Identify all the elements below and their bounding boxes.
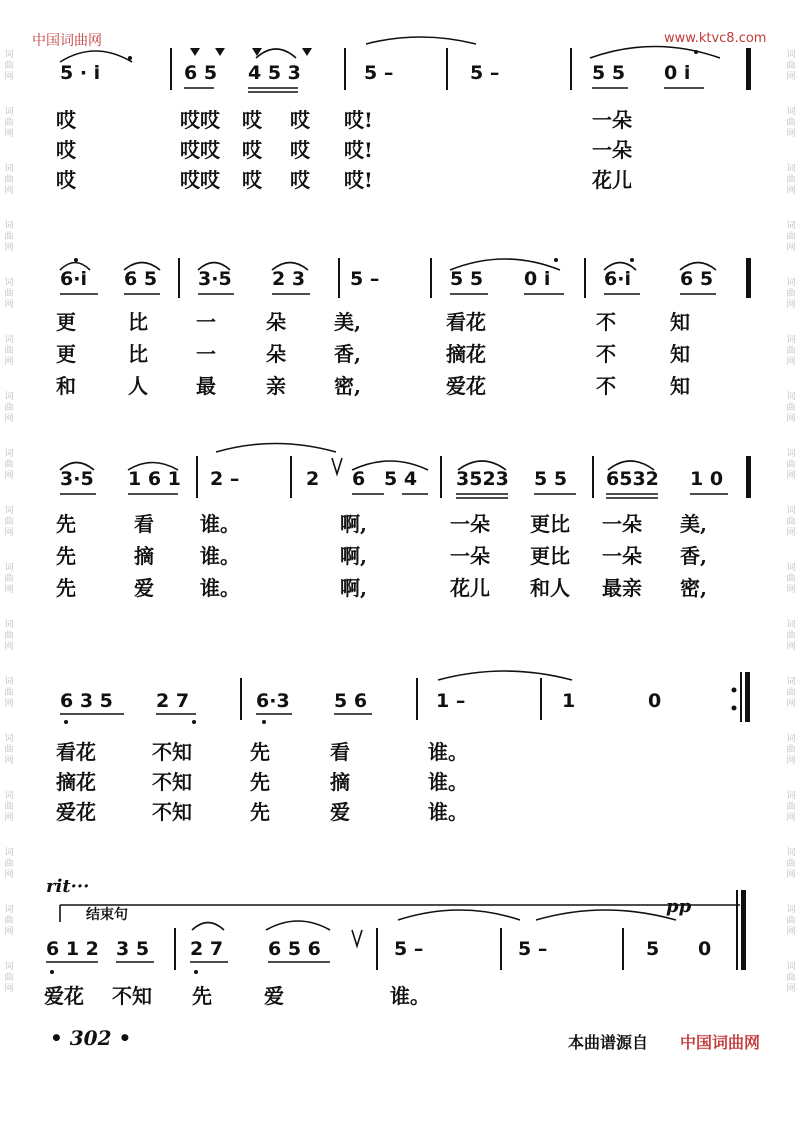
lyric: 不 (596, 310, 616, 334)
note-group: 6 3 5 (60, 690, 113, 712)
note-group: 3·5 (198, 268, 232, 290)
note-group: 3 5 (116, 938, 150, 960)
lyric: 更 (56, 342, 76, 366)
lyric: 哎哎 (180, 138, 220, 162)
note-group: 6·i (60, 268, 87, 290)
lyric: 哎 (290, 108, 310, 132)
lyric: 知 (670, 342, 690, 366)
lyric: 更 (56, 310, 76, 334)
lyric: 一朵 (602, 544, 642, 568)
bar-line (584, 258, 586, 298)
source-label: 本曲谱源自 (568, 1033, 649, 1052)
lyric: 最亲 (602, 576, 642, 600)
lyric: 朵 (266, 342, 286, 366)
side-watermark-glyphs: 词 曲 网 (786, 677, 796, 709)
lyric: 摘花 (446, 342, 486, 366)
bar-line (344, 48, 346, 90)
lyric: 密, (680, 576, 707, 600)
lyric: 更比 (530, 512, 570, 536)
lyric: 爱 (330, 800, 350, 824)
lyric: 谁。 (200, 512, 240, 536)
lyric: 一 (196, 342, 216, 366)
bar-line (440, 456, 442, 498)
repeat-bar-line (745, 672, 750, 722)
lyric: 美, (680, 512, 707, 536)
lyric: 先 (250, 740, 270, 764)
bar-line (170, 48, 172, 90)
lyric: 最 (196, 374, 216, 398)
note-group: 6·i (604, 268, 631, 290)
lyric: 哎 (56, 168, 76, 192)
side-watermark-glyphs: 词 曲 网 (786, 335, 796, 367)
note-group: 6 5 (124, 268, 158, 290)
lyric: 先 (56, 576, 76, 600)
note-group: 5 – (470, 62, 500, 84)
side-watermark-glyphs: 词 曲 网 (4, 278, 14, 310)
bar-line (174, 928, 176, 970)
lyric: 爱 (134, 576, 154, 600)
side-watermark-glyphs: 词 曲 网 (4, 962, 14, 994)
lyric: 一朵 (592, 138, 632, 162)
note-group: 5 4 (384, 468, 418, 490)
side-watermark-glyphs: 词 曲 网 (4, 164, 14, 196)
bar-line (178, 258, 180, 298)
side-watermark-glyphs: 词 曲 网 (786, 734, 796, 766)
final-bar-line (741, 890, 746, 970)
lyric: 看花 (446, 310, 486, 334)
note-group: 1 6 1 (128, 468, 181, 490)
lyric: 先 (192, 984, 212, 1008)
lyric: 看 (330, 740, 350, 764)
bar-line (622, 928, 624, 970)
side-watermark-glyphs: 词 曲 网 (4, 449, 14, 481)
note-group: 6 5 (184, 62, 218, 84)
lyric: 哎 (242, 108, 262, 132)
lyric: 爱花 (446, 374, 486, 398)
lyric: 朵 (266, 310, 286, 334)
side-watermark-glyphs: 词 曲 网 (4, 563, 14, 595)
note-group: 5 – (518, 938, 548, 960)
note-group: 3·5 (60, 468, 94, 490)
side-watermark-glyphs: 词 曲 网 (4, 50, 14, 82)
lyric: 一朵 (602, 512, 642, 536)
note-group: 2 – (210, 468, 240, 490)
side-watermark-glyphs: 词 曲 网 (4, 392, 14, 424)
tempo-mark: rit··· (46, 876, 90, 897)
note-group: 2 7 (156, 690, 190, 712)
side-watermark-glyphs: 词 曲 网 (786, 278, 796, 310)
bar-line (430, 258, 432, 298)
lyric: 摘花 (56, 770, 96, 794)
side-watermark-glyphs: 词 曲 网 (4, 791, 14, 823)
side-watermark-glyphs: 词 曲 网 (4, 107, 14, 139)
lyric: 哎哎 (180, 168, 220, 192)
note-group: 4 5 3 (248, 62, 301, 84)
lyric: 不 (596, 342, 616, 366)
site-name-watermark: 中国词曲网 (32, 33, 102, 49)
lyric: 不知 (112, 984, 152, 1008)
note-group: 6 (352, 468, 366, 490)
lyric: 哎 (56, 108, 76, 132)
note-group: 5 5 (592, 62, 626, 84)
lyric: 谁。 (200, 576, 240, 600)
side-watermark-glyphs: 词 曲 网 (786, 848, 796, 880)
side-watermark-glyphs: 词 曲 网 (4, 620, 14, 652)
note-group: 6532 (606, 468, 659, 490)
lyric: 美, (334, 310, 361, 334)
lyric: 不 (596, 374, 616, 398)
bar-line (746, 456, 751, 498)
bar-line (746, 48, 751, 90)
bar-line (376, 928, 378, 970)
lyric: 看 (134, 512, 154, 536)
lyric: 哎 (290, 138, 310, 162)
lyric: 一 (196, 310, 216, 334)
note-group: 1 (562, 690, 576, 712)
bar-line (240, 678, 242, 720)
side-watermark-glyphs: 词 曲 网 (786, 905, 796, 937)
side-watermark-glyphs: 词 曲 网 (4, 848, 14, 880)
note-group: 2 (306, 468, 320, 490)
side-watermark-glyphs: 词 曲 网 (786, 506, 796, 538)
bar-line (540, 678, 542, 720)
note-group: 1 – (436, 690, 466, 712)
lyric: 啊, (340, 512, 367, 536)
note-group: 5 (646, 938, 660, 960)
lyric: 亲 (266, 374, 286, 398)
side-watermark-glyphs: 词 曲 网 (4, 677, 14, 709)
side-watermark-glyphs: 词 曲 网 (786, 50, 796, 82)
side-watermark-glyphs: 词 曲 网 (786, 221, 796, 253)
side-watermark-glyphs: 词 曲 网 (4, 506, 14, 538)
repeat-bar-line (740, 672, 742, 722)
lyric: 一朵 (450, 544, 490, 568)
lyric: 不知 (152, 740, 192, 764)
lyric: 和人 (530, 576, 570, 600)
lyric: 哎 (242, 138, 262, 162)
note-group: 1 0 (690, 468, 724, 490)
lyric: 爱 (264, 984, 284, 1008)
note-group: 5 · i (60, 62, 101, 84)
note-group: 6 5 (680, 268, 714, 290)
lyric: 哎! (344, 138, 373, 162)
note-group: 5 – (350, 268, 380, 290)
bar-line (290, 456, 292, 498)
lyric: 不知 (152, 770, 192, 794)
lyric: 花儿 (592, 168, 632, 192)
side-watermark-glyphs: 词 曲 网 (786, 164, 796, 196)
lyric: 哎 (242, 168, 262, 192)
lyric: 谁。 (390, 984, 430, 1008)
note-group: 5 – (364, 62, 394, 84)
note-group: 0 (648, 690, 662, 712)
side-watermark-glyphs: 词 曲 网 (786, 449, 796, 481)
lyric: 哎 (290, 168, 310, 192)
lyric: 谁。 (428, 740, 468, 764)
side-watermark-glyphs: 词 曲 网 (786, 620, 796, 652)
bar-line (746, 258, 751, 298)
lyric: 啊, (340, 544, 367, 568)
final-bar-line (736, 890, 738, 970)
bar-line (570, 48, 572, 90)
lyric: 爱花 (44, 984, 84, 1008)
lyric: 谁。 (200, 544, 240, 568)
lyric: 不知 (152, 800, 192, 824)
lyric: 摘 (134, 544, 154, 568)
side-watermark-glyphs: 词 曲 网 (786, 107, 796, 139)
note-group: 5 – (394, 938, 424, 960)
bar-line (446, 48, 448, 90)
lyric: 密, (334, 374, 361, 398)
lyric: 哎哎 (180, 108, 220, 132)
side-watermark-glyphs: 词 曲 网 (4, 221, 14, 253)
page-number: • 302 • (50, 1026, 132, 1050)
bar-line (592, 456, 594, 498)
lyric: 一朵 (592, 108, 632, 132)
lyric: 先 (56, 512, 76, 536)
lyric: 知 (670, 374, 690, 398)
lyric: 更比 (530, 544, 570, 568)
dynamic-mark: pp (666, 896, 692, 917)
lyric: 爱花 (56, 800, 96, 824)
note-group: 0 (698, 938, 712, 960)
lyric: 和 (56, 374, 76, 398)
note-group: 6 1 2 (46, 938, 99, 960)
side-watermark-glyphs: 词 曲 网 (4, 335, 14, 367)
note-group: 2 7 (190, 938, 224, 960)
note-group: 6 5 6 (268, 938, 321, 960)
note-group: 3523 (456, 468, 509, 490)
bar-line (416, 678, 418, 720)
note-group: 0 i (664, 62, 691, 84)
note-group: 5 5 (534, 468, 568, 490)
bar-line (196, 456, 198, 498)
note-group: 2 3 (272, 268, 306, 290)
site-url-watermark[interactable]: www.ktvc8.com (664, 31, 767, 46)
lyric: 摘 (330, 770, 350, 794)
side-watermark-glyphs: 词 曲 网 (786, 962, 796, 994)
bar-line (500, 928, 502, 970)
lyric: 哎! (344, 108, 373, 132)
side-watermark-glyphs: 词 曲 网 (786, 563, 796, 595)
note-group: 6·3 (256, 690, 290, 712)
lyric: 比 (128, 342, 148, 366)
lyric: 知 (670, 310, 690, 334)
ending-label: 结束句 (86, 907, 128, 923)
source-site-link[interactable]: 中国词曲网 (680, 1033, 761, 1052)
lyric: 比 (128, 310, 148, 334)
lyric: 看花 (56, 740, 96, 764)
lyric: 人 (128, 374, 148, 398)
lyric: 啊, (340, 576, 367, 600)
lyric: 先 (56, 544, 76, 568)
lyric: 先 (250, 800, 270, 824)
note-group: 0 i (524, 268, 551, 290)
lyric: 哎! (344, 168, 373, 192)
lyric: 谁。 (428, 800, 468, 824)
lyric: 香, (334, 342, 361, 366)
side-watermark-glyphs: 词 曲 网 (4, 734, 14, 766)
side-watermark-glyphs: 词 曲 网 (786, 392, 796, 424)
lyric: 哎 (56, 138, 76, 162)
bar-line (338, 258, 340, 298)
lyric: 一朵 (450, 512, 490, 536)
side-watermark-glyphs: 词 曲 网 (4, 905, 14, 937)
note-group: 5 6 (334, 690, 368, 712)
note-group: 5 5 (450, 268, 484, 290)
lyric: 香, (680, 544, 707, 568)
lyric: 谁。 (428, 770, 468, 794)
side-watermark-glyphs: 词 曲 网 (786, 791, 796, 823)
lyric: 花儿 (450, 576, 490, 600)
lyric: 先 (250, 770, 270, 794)
